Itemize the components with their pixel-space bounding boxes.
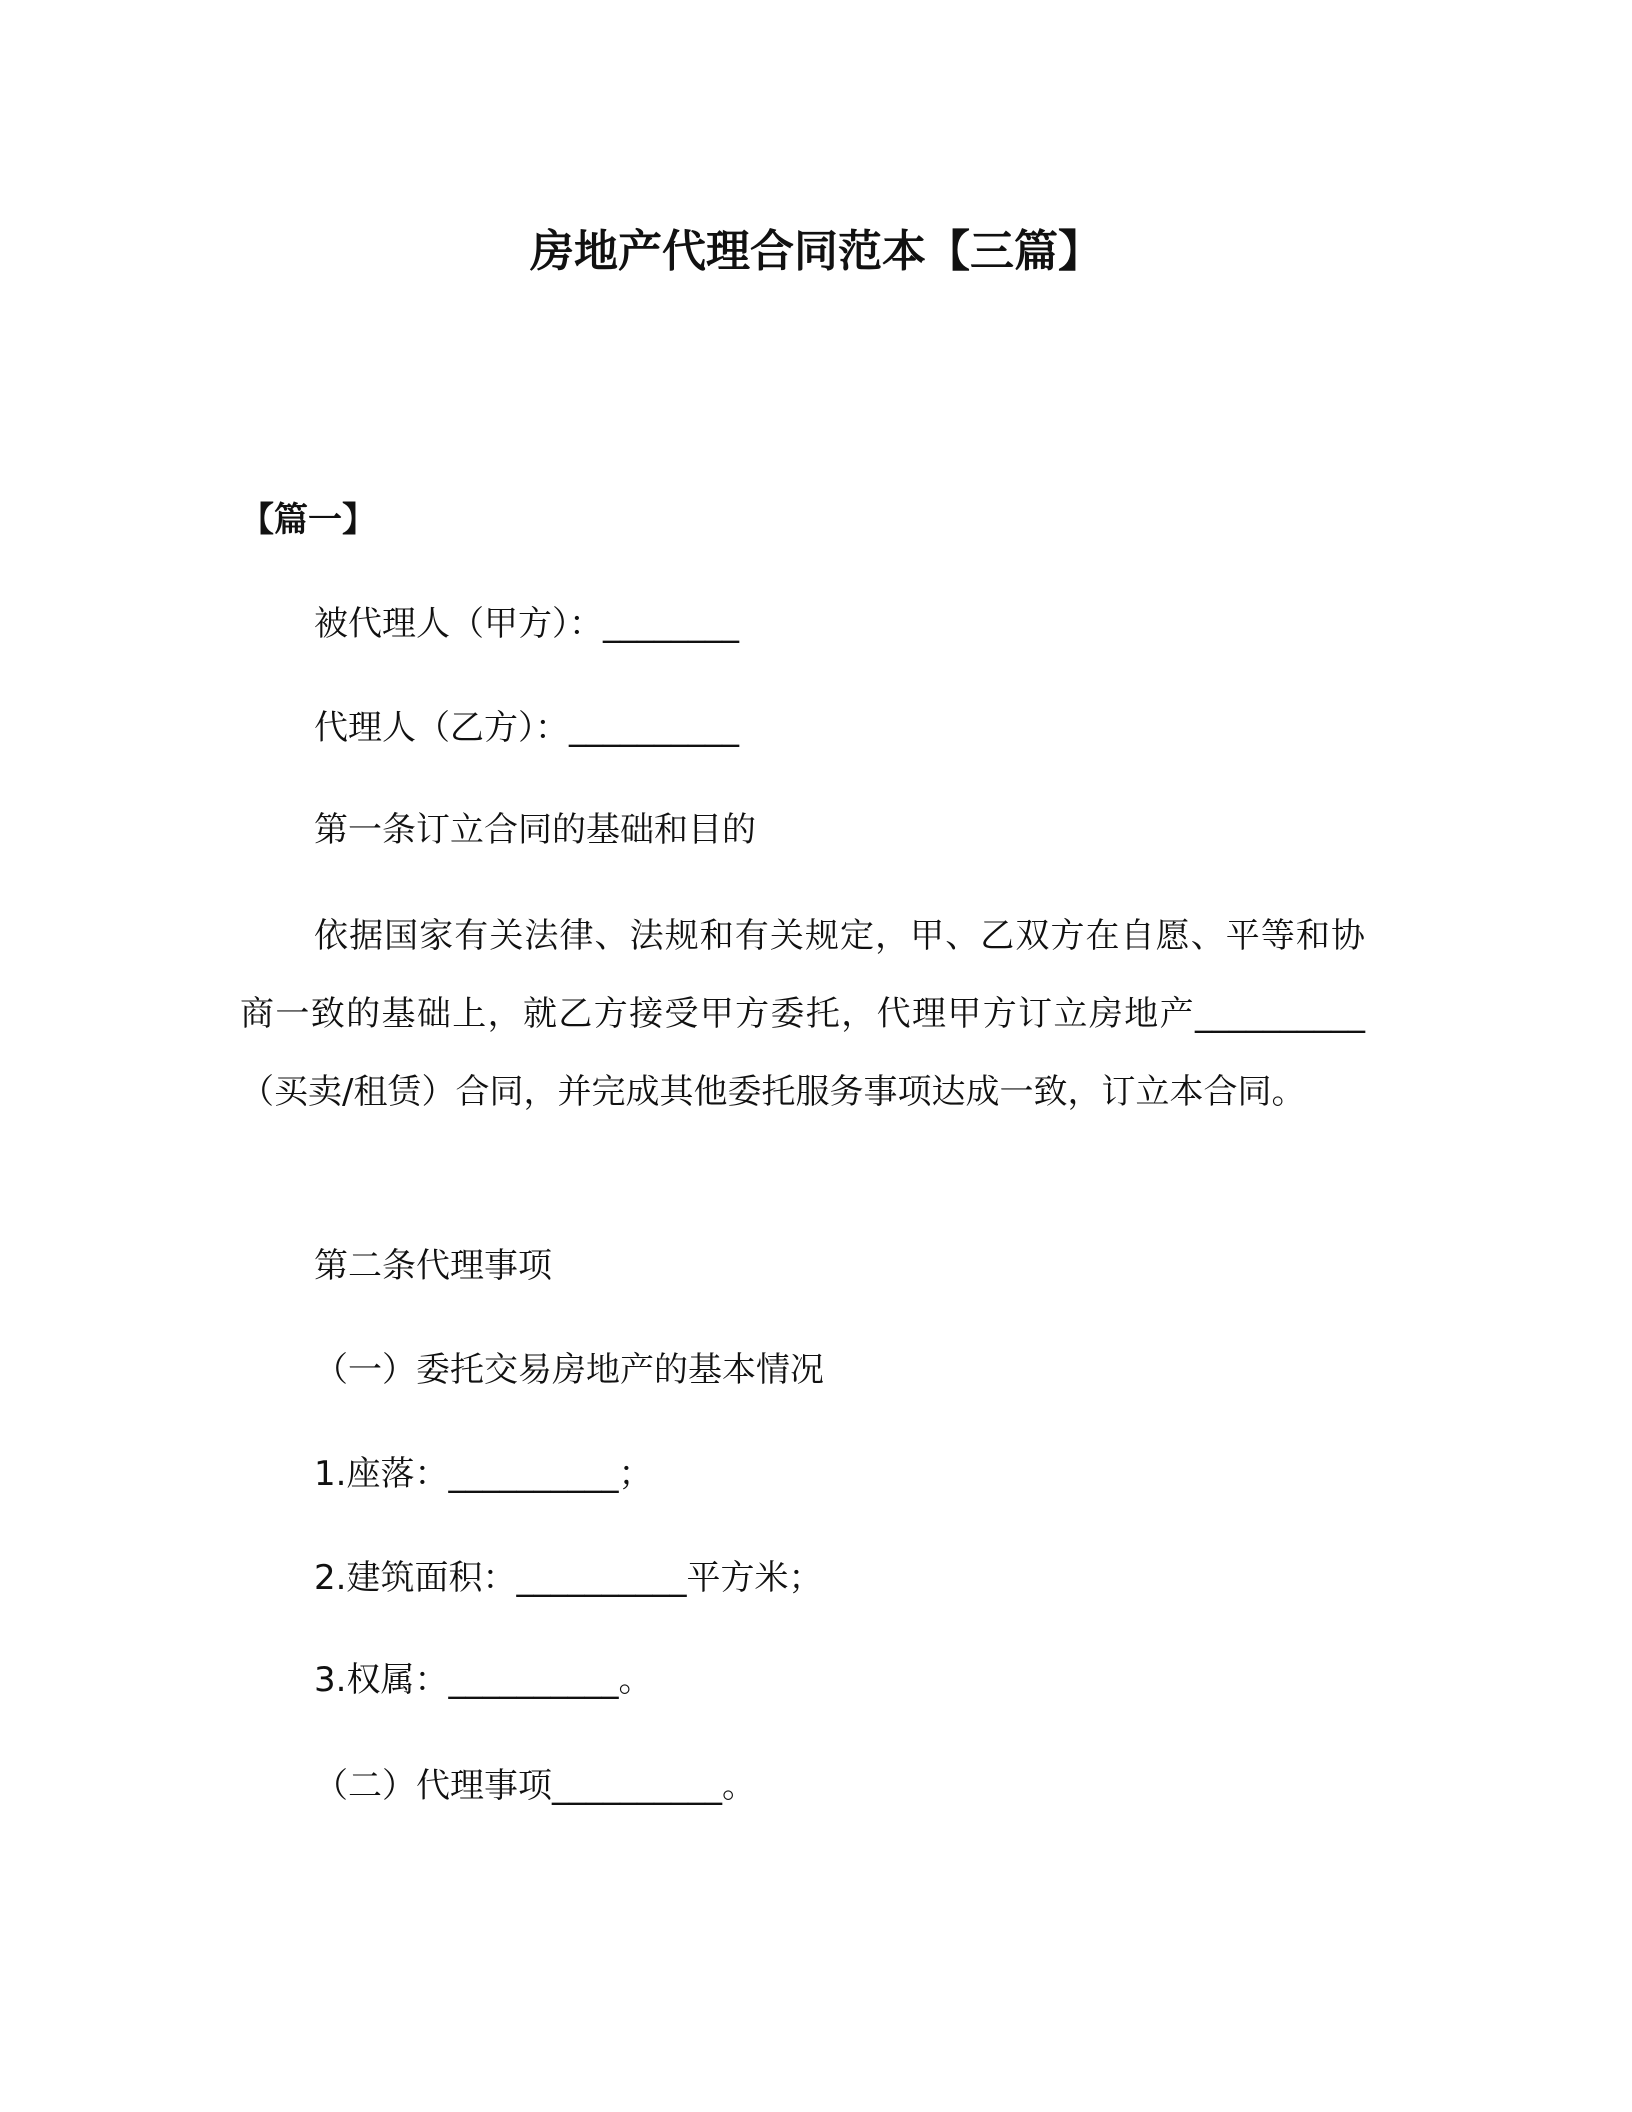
item-1-ownership: 3.权属：__________。 — [314, 1660, 653, 1700]
item-1-location: 1.座落：__________； — [314, 1454, 653, 1494]
section-label: 【篇一】 — [240, 500, 376, 540]
article-1-title: 第一条订立合同的基础和目的 — [314, 810, 756, 850]
article-2-title: 第二条代理事项 — [314, 1246, 552, 1286]
party-a-line: 被代理人（甲方）：________ — [314, 604, 739, 644]
party-b-line: 代理人（乙方）：__________ — [314, 708, 739, 748]
item-1-area: 2.建筑面积：__________平方米； — [314, 1558, 823, 1598]
item-1-title: （一）委托交易房地产的基本情况 — [314, 1350, 824, 1390]
document-title: 房地产代理合同范本【三篇】 — [530, 226, 1102, 277]
article-1-body: 依据国家有关法律、法规和有关规定，甲、乙双方在自愿、平等和协商一致的基础上，就乙方接受甲方委托，代理甲方订立房地产__________（买卖/租赁）合同，并完成其他委托服务事项达成一致，订立本合同。 — [240, 916, 1365, 1112]
item-2-agency-matters: （二）代理事项__________。 — [314, 1766, 756, 1806]
